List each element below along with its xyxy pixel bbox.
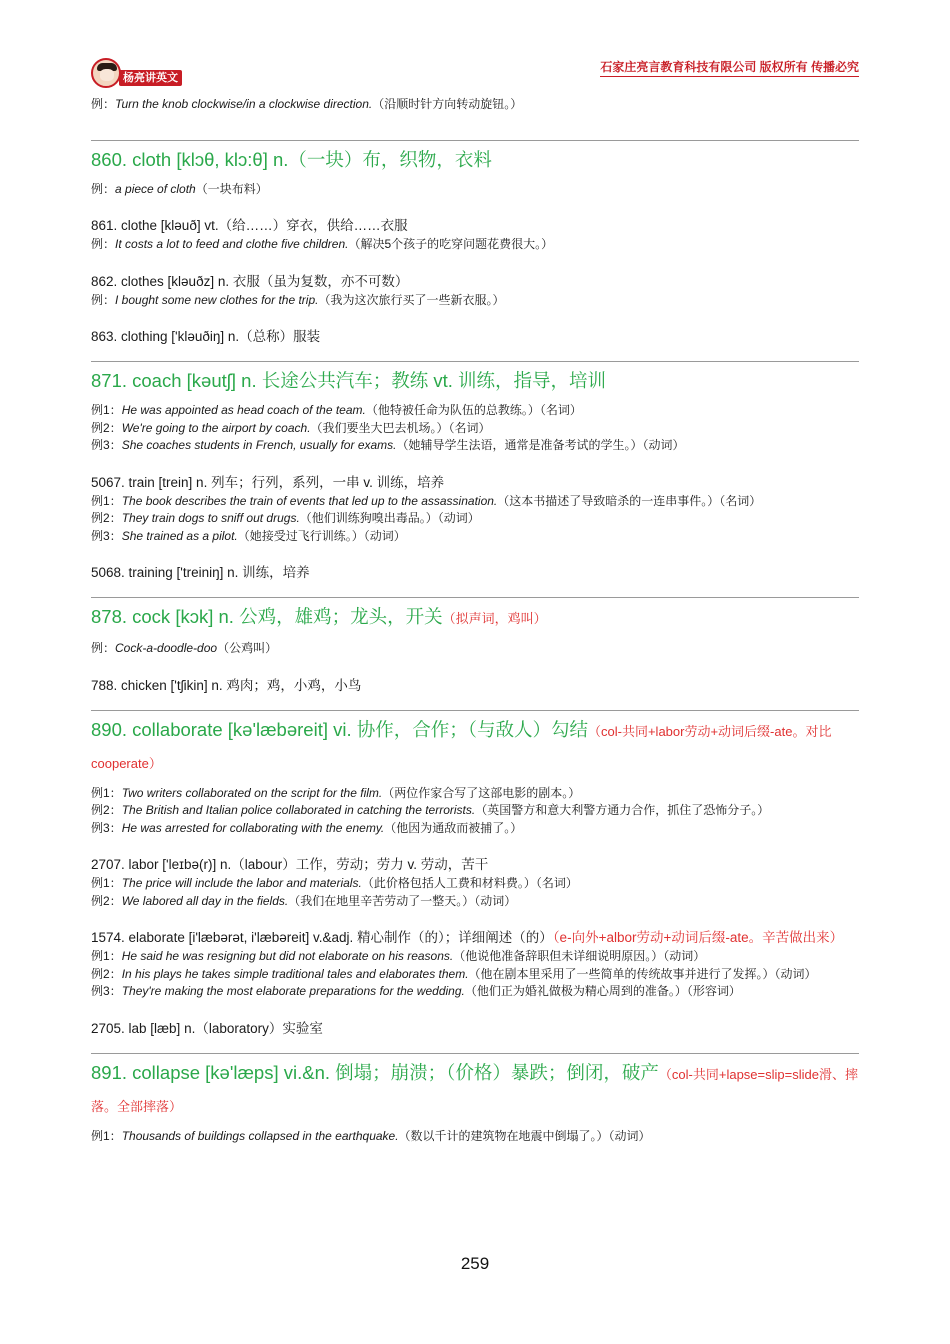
related-word-text: 2707. labor ['leɪbə(r)] n.（labour）工作，劳动；劳力 v. 劳动，苦干 (91, 857, 489, 872)
example-english: In his plays he takes simple traditional tales and elaborates them. (121, 966, 469, 981)
example-sentence (91, 820, 859, 838)
example-sentence (91, 437, 859, 455)
example-label: 例： (91, 181, 116, 196)
example-sentence (91, 1128, 859, 1146)
example-sentence (91, 640, 859, 658)
related-word (91, 1019, 859, 1039)
example-english: The book describes the train of events that led up to the assassination. (121, 493, 498, 508)
example-label: 例： (91, 292, 116, 307)
example-chinese: （我们在地里辛苦劳动了一整天。）（动词） (288, 893, 517, 908)
example-english: He was arrested for collaborating with the enemy. (121, 820, 385, 835)
related-word (91, 676, 859, 696)
vocabulary-content (91, 96, 859, 1145)
related-word-text: 862. clothes [kləuðz] n. 衣服（虽为复数，亦不可数） (91, 273, 409, 289)
example-english: The British and Italian police collaborated in catching the terrorists. (121, 803, 476, 817)
example-english: The price will include the labor and materials. (121, 876, 362, 890)
example-sentence (91, 966, 859, 984)
example-sentence (91, 236, 859, 254)
example-chinese: （公鸡叫） (217, 641, 278, 655)
top-example: 例：Turn the knob clockwise/in a clockwise direction.（沿顺时针方向转动旋钮。） (91, 97, 523, 111)
logo-avatar-icon (91, 58, 121, 88)
example-sentence (91, 420, 859, 438)
example-english: Cock-a-doodle-doo (115, 641, 218, 655)
entry-headword (91, 715, 859, 779)
headword-etymology: （col-共同+lapse=slip=slide滑、摔落。全部摔落） (91, 1066, 858, 1114)
example-label: 例： (91, 641, 116, 655)
example-label: 例2： (91, 803, 122, 817)
example-sentence (91, 948, 859, 966)
example-chinese: （他在剧本里采用了一些简单的传统故事并进行了发挥。）（动词） (468, 966, 817, 981)
related-word-text: 1574. elaborate [i'læbərət, i'læbəreit] v.&adj. 精心制作（的）；详细阐述（的） (91, 930, 553, 945)
example-sentence (91, 402, 859, 420)
example-sentence (91, 528, 859, 546)
example-label: 例3： (91, 984, 122, 998)
entry-headword (91, 1058, 859, 1122)
example-label: 例1： (91, 403, 122, 417)
headword-text: 890. collaborate [kə'læbəreit] vi. 协作，合作；（与敌人）勾结 (91, 718, 589, 740)
example-english: We labored all day in the fields. (121, 893, 289, 908)
example-chinese: （两位作家合写了这部电影的剧本。） (382, 785, 581, 800)
example-english: I bought some new clothes for the trip. (115, 292, 319, 307)
example-chinese: （我为这次旅行买了一些新衣服。） (318, 292, 505, 307)
example-label: 例1： (91, 876, 122, 890)
example-english: Two writers collaborated on the script for the film. (121, 785, 383, 800)
example-english: We're going to the airport by coach. (121, 420, 311, 435)
headword-etymology: （拟声词，鸡叫） (442, 611, 547, 626)
page-number: 259 (460, 1254, 490, 1273)
example-sentence (91, 785, 859, 803)
example-label: 例3： (91, 438, 122, 452)
example-english: Thousands of buildings collapsed in the earthquake. (121, 1128, 399, 1143)
related-word (91, 272, 859, 292)
related-word-text: 5067. train [trein] n. 列车；行列，系列，一串 v. 训练，培养 (91, 474, 445, 490)
example-chinese: （一块布料） (195, 181, 268, 196)
example-chinese: （此价格包括人工费和材料费。）（名词） (361, 876, 578, 890)
related-word (91, 928, 859, 948)
brand-logo (91, 58, 191, 90)
related-word (91, 855, 859, 875)
example-chinese: （他因为通敌而被捕了。） (384, 820, 523, 835)
example-english: He said he was resigning but did not elaborate on his reasons. (121, 949, 454, 963)
example-chinese: （她接受过飞行训练。）（动词） (237, 528, 406, 543)
example-label: 例： (91, 237, 116, 251)
logo-text: 杨亮讲英文 (119, 70, 182, 86)
example-label: 例3： (91, 820, 122, 835)
example-chinese: （她辅导学生法语，通常是准备考试的学生。）（动词） (396, 438, 685, 452)
page-header (91, 56, 859, 92)
example-english: They're making the most elaborate preparations for the wedding. (121, 984, 465, 998)
example-label: 例2： (91, 420, 122, 435)
headword-text: 891. collapse [kə'læps] vi.&n. 倒塌；崩溃；（价格）暴跌；倒闭，破产 (91, 1061, 659, 1083)
example-english: They train dogs to sniff out drugs. (121, 511, 300, 525)
example-sentence (91, 983, 859, 1001)
related-word (91, 563, 859, 583)
entry-headword (91, 366, 859, 396)
example-label: 例1： (91, 1128, 122, 1143)
related-word (91, 473, 859, 493)
example-chinese: （他们训练狗嗅出毒品。）（动词） (299, 511, 480, 525)
example-chinese: （这本书描述了导致暗杀的一连串事件。）（名词） (497, 493, 762, 508)
related-word-text: 2705. lab [læb] n.（laboratory）实验室 (91, 1020, 323, 1036)
related-word-text: 788. chicken ['tʃikin] n. 鸡肉；鸡，小鸡，小鸟 (91, 677, 362, 693)
example-label: 例2： (91, 511, 122, 525)
example-chinese: （他说他准备辞职但未详细说明原因。）（动词） (453, 949, 706, 963)
related-word-text: 861. clothe [kləuð] vt.（给……）穿衣，供给……衣服 (91, 218, 408, 233)
example-chinese: （他特被任命为队伍的总教练。）（名词） (365, 403, 582, 417)
example-english: It costs a lot to feed and clothe five children. (115, 237, 349, 251)
related-word-etymology: （e-向外+albor劳动+动词后缀-ate。辛苦做出来） (552, 930, 844, 945)
copyright-notice: 石家庄亮言教育科技有限公司 版权所有 传播必究 (600, 58, 859, 77)
headword-text: 871. coach [kəutʃ] n. 长途公共汽车；教练 vt. 训练，指导，培训 (91, 370, 607, 391)
example-sentence (91, 802, 859, 820)
related-word-text: 5068. training ['treiniŋ] n. 训练，培养 (91, 565, 310, 580)
example-english: She coaches students in French, usually for exams. (121, 438, 397, 452)
example-chinese: （解决5个孩子的吃穿问题花费很大。） (348, 237, 554, 251)
example-sentence (91, 181, 859, 199)
example-english: She trained as a pilot. (121, 528, 238, 543)
example-label: 例1： (91, 493, 122, 508)
example-label: 例2： (91, 893, 122, 908)
example-label: 例1： (91, 949, 122, 963)
example-chinese: （英国警方和意大利警方通力合作，抓住了恐怖分子。） (475, 803, 770, 817)
entry-headword (91, 602, 859, 634)
example-chinese: （他们正为婚礼做极为精心周到的准备。）（形容词） (464, 984, 741, 998)
example-sentence (91, 493, 859, 511)
example-sentence (91, 510, 859, 528)
related-word (91, 327, 859, 347)
example-label: 例1： (91, 785, 122, 800)
example-sentence (91, 893, 859, 911)
example-sentence (91, 292, 859, 310)
related-word-text: 863. clothing ['kləuðiŋ] n.（总称）服装 (91, 329, 321, 344)
example-label: 例2： (91, 966, 122, 981)
headword-text: 878. cock [kɔk] n. 公鸡，雄鸡；龙头，开关 (91, 606, 443, 627)
headword-etymology: （col-共同+labor劳动+动词后缀-ate。对比cooperate） (91, 723, 832, 771)
example-chinese: （数以千计的建筑物在地震中倒塌了。）（动词） (398, 1128, 651, 1143)
example-english: He was appointed as head coach of the team. (121, 403, 366, 417)
example-chinese: （我们要坐大巴去机场。）（名词） (310, 420, 491, 435)
example-sentence (91, 875, 859, 893)
headword-text: 860. cloth [klɔθ, klɔ:θ] n.（一块）布，织物，衣料 (91, 148, 492, 170)
example-english: a piece of cloth (115, 181, 196, 196)
entry-headword (91, 145, 859, 175)
example-label: 例3： (91, 528, 122, 543)
related-word (91, 216, 859, 236)
